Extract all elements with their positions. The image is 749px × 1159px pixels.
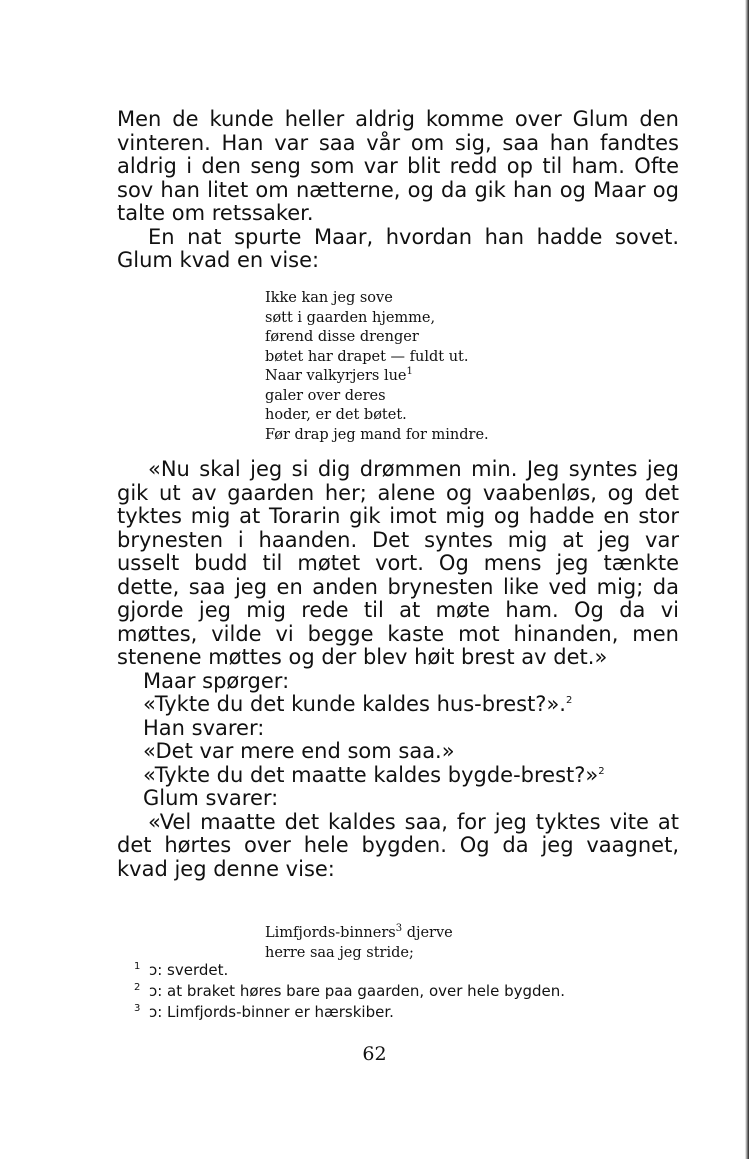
footnote-2: 2 ɔ: at braket høres bare paa gaarden, over hele bygden. xyxy=(134,982,566,1000)
verse-2 xyxy=(265,924,595,963)
line-glum-svarer: Glum svarer: xyxy=(143,786,279,810)
paragraph-3: «Nu skal jeg si dig drømmen min. Jeg syntes jeg gik ut av gaarden her; alene og vaabenløs, og det tyktes mig at Torarin gik imot mig og hadde en stor brynesten i haanden. Det syntes mig at jeg var usselt budd til møtet vort. Og mens jeg tænkte dette, saa jeg en anden brynesten like ved mig; da gjorde jeg mig rede til at møte ham. Og da vi møttes, vilde vi begge kaste mot hinanden, men stenene møttes og der blev høit brest av det.» xyxy=(117,457,679,669)
footnote-ref-1: 1 xyxy=(406,366,413,378)
verse-2-line-2: herre saa jeg stride; xyxy=(265,944,414,961)
body-text-top xyxy=(117,108,679,273)
footnote-3: 3 ɔ: Limfjords-binner er hærskiber. xyxy=(134,1003,394,1021)
verse-1-line-3: førend disse drenger xyxy=(265,329,419,345)
verse-1-line-2: søtt i gaarden hjemme, xyxy=(265,309,436,326)
verse-1-line-8: Før drap jeg mand for mindre. xyxy=(265,426,489,443)
verse-2-line-1: Limfjords-binners$^3$ djerve xyxy=(265,923,453,941)
verse-1 xyxy=(265,289,595,445)
footnote-ref-2a: 2 xyxy=(565,695,573,706)
page-edge xyxy=(745,0,749,1159)
line-maar-asks: Maar spørger: xyxy=(143,668,290,693)
line-mere-end: «Det var mere end som saa.» xyxy=(143,739,455,763)
verse-1-line-1: Ikke kan jeg sove xyxy=(265,290,393,306)
footnote-ref-3: 3 xyxy=(395,923,403,935)
body-text-middle xyxy=(117,458,679,881)
line-bygde-brest: «Tykte du det maatte kaldes bygde-brest?»$^2$ xyxy=(143,762,605,787)
page-number: 62 xyxy=(362,1043,387,1065)
verse-1-line-5: Naar valkyrjers lue$^1$ xyxy=(265,366,413,384)
paragraph-2: En nat spurte Maar, hvordan han hadde sovet. Glum kvad en vise: xyxy=(117,224,679,272)
line-han-svarer: Han svarer: xyxy=(143,715,265,740)
footnote-ref-2b: 2 xyxy=(598,765,605,777)
verse-1-line-7: hoder, er det bøtet. xyxy=(265,407,407,423)
paragraph-1: Men de kunde heller aldrig komme over Glum den vinteren. Han var saa vår om sig, saa han fandtes aldrig i den seng som var blit redd op til ham. Ofte sov han litet om nætterne, og da gik han og Maar og talte om retssaker. xyxy=(117,107,679,225)
footnote-1: 1 ɔ: sverdet. xyxy=(134,961,229,979)
verse-1-line-4: bøtet har drapet — fuldt ut. xyxy=(265,348,469,365)
footnotes xyxy=(134,960,679,1023)
line-hus-brest: «Tykte du det kunde kaldes hus-brest?».$^2$ xyxy=(143,692,573,716)
verse-1-line-6: galer over deres xyxy=(265,387,386,404)
paragraph-4: «Vel maatte det kaldes saa, for jeg tyktes vite at det hørtes over hele bygden. Og da jeg vaagnet, kvad jeg denne vise: xyxy=(117,809,679,881)
